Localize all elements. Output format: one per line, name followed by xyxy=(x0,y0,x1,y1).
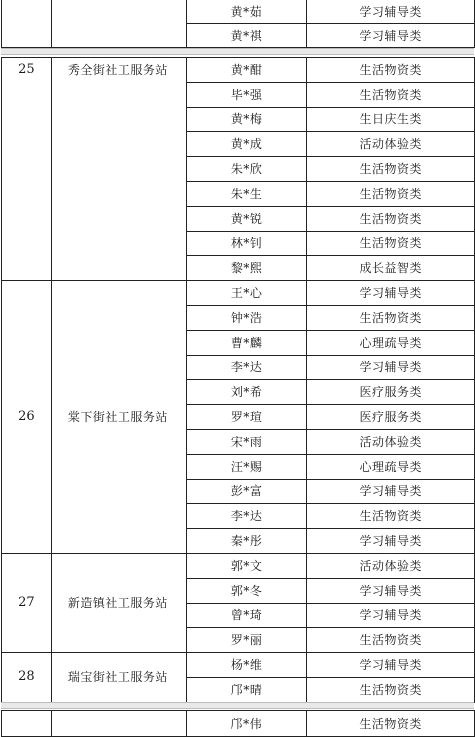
name-cell: 黄*锐 xyxy=(186,206,307,231)
category-cell: 生活物资类 xyxy=(307,82,475,107)
category-cell: 生活物资类 xyxy=(307,711,475,737)
category-cell: 学习辅导类 xyxy=(307,355,475,380)
table-row xyxy=(2,553,475,578)
category-cell: 活动体验类 xyxy=(307,553,475,578)
group-number-cell: 28 xyxy=(2,653,52,703)
table-bottom-fragment xyxy=(1,710,475,737)
name-cell: 黎*熙 xyxy=(186,256,307,281)
group-number-cell: 27 xyxy=(2,553,52,652)
table-row xyxy=(2,653,475,678)
category-cell: 生活物资类 xyxy=(307,206,475,231)
name-cell: 罗*瑄 xyxy=(186,405,307,430)
name-cell: 王*心 xyxy=(186,281,307,306)
name-cell: 黄*祺 xyxy=(186,24,307,48)
category-cell: 成长益智类 xyxy=(307,256,475,281)
site-cell xyxy=(51,0,186,48)
category-cell: 心理疏导类 xyxy=(307,454,475,479)
station-name-cell: 瑞宝街社工服务站 xyxy=(51,653,186,703)
station-name-cell: 新造镇社工服务站 xyxy=(51,553,186,652)
page-break-divider xyxy=(1,48,474,55)
name-cell: 朱*欣 xyxy=(186,157,307,182)
category-cell: 生活物资类 xyxy=(307,504,475,529)
category-cell: 医疗服务类 xyxy=(307,380,475,405)
category-cell: 学习辅导类 xyxy=(307,578,475,603)
station-name-cell: 棠下街社工服务站 xyxy=(51,281,186,554)
name-cell: 黄*茹 xyxy=(186,0,307,24)
name-cell: 黄*梅 xyxy=(186,107,307,132)
name-cell: 曹*麟 xyxy=(186,330,307,355)
category-cell: 心理疏导类 xyxy=(307,330,475,355)
name-cell: 汪*赐 xyxy=(186,454,307,479)
category-cell: 活动体验类 xyxy=(307,429,475,454)
name-cell: 刘*希 xyxy=(186,380,307,405)
name-cell: 邝*伟 xyxy=(186,711,307,737)
category-cell: 生活物资类 xyxy=(307,58,475,83)
category-cell: 学习辅导类 xyxy=(307,603,475,628)
category-cell: 学习辅导类 xyxy=(307,529,475,554)
name-cell: 邝*晴 xyxy=(186,677,307,702)
page-break-divider xyxy=(1,702,474,709)
table-row xyxy=(2,711,475,737)
category-cell: 学习辅导类 xyxy=(307,479,475,504)
name-cell: 曾*琦 xyxy=(186,603,307,628)
category-cell: 学习辅导类 xyxy=(307,281,475,306)
category-cell: 生活物资类 xyxy=(307,628,475,653)
name-cell: 李*达 xyxy=(186,355,307,380)
table-row xyxy=(2,281,475,306)
category-cell: 学习辅导类 xyxy=(307,653,475,678)
name-cell: 郭*文 xyxy=(186,553,307,578)
table-row xyxy=(2,0,475,24)
name-cell: 黄*成 xyxy=(186,132,307,157)
number-cell xyxy=(2,0,52,48)
name-cell: 毕*强 xyxy=(186,82,307,107)
site-cell xyxy=(51,711,186,737)
category-cell: 活动体验类 xyxy=(307,132,475,157)
group-number-cell: 25 xyxy=(2,58,52,281)
station-name-cell: 秀全街社工服务站 xyxy=(51,58,186,281)
category-cell: 生活物资类 xyxy=(307,157,475,182)
category-cell: 学习辅导类 xyxy=(307,24,475,48)
name-cell: 彭*富 xyxy=(186,479,307,504)
name-cell: 宋*雨 xyxy=(186,429,307,454)
table-top-fragment xyxy=(1,0,475,48)
category-cell: 生日庆生类 xyxy=(307,107,475,132)
recipient-table xyxy=(1,57,475,703)
name-cell: 林*钊 xyxy=(186,231,307,256)
category-cell: 医疗服务类 xyxy=(307,405,475,430)
name-cell: 钟*浩 xyxy=(186,305,307,330)
number-cell xyxy=(2,711,52,737)
category-cell: 生活物资类 xyxy=(307,181,475,206)
name-cell: 郭*冬 xyxy=(186,578,307,603)
name-cell: 朱*生 xyxy=(186,181,307,206)
name-cell: 黄*酣 xyxy=(186,58,307,83)
name-cell: 罗*丽 xyxy=(186,628,307,653)
name-cell: 杨*维 xyxy=(186,653,307,678)
category-cell: 生活物资类 xyxy=(307,677,475,702)
category-cell: 生活物资类 xyxy=(307,231,475,256)
category-cell: 生活物资类 xyxy=(307,305,475,330)
name-cell: 李*达 xyxy=(186,504,307,529)
group-number-cell: 26 xyxy=(2,281,52,554)
table-row xyxy=(2,58,475,83)
category-cell: 学习辅导类 xyxy=(307,0,475,24)
name-cell: 秦*彤 xyxy=(186,529,307,554)
